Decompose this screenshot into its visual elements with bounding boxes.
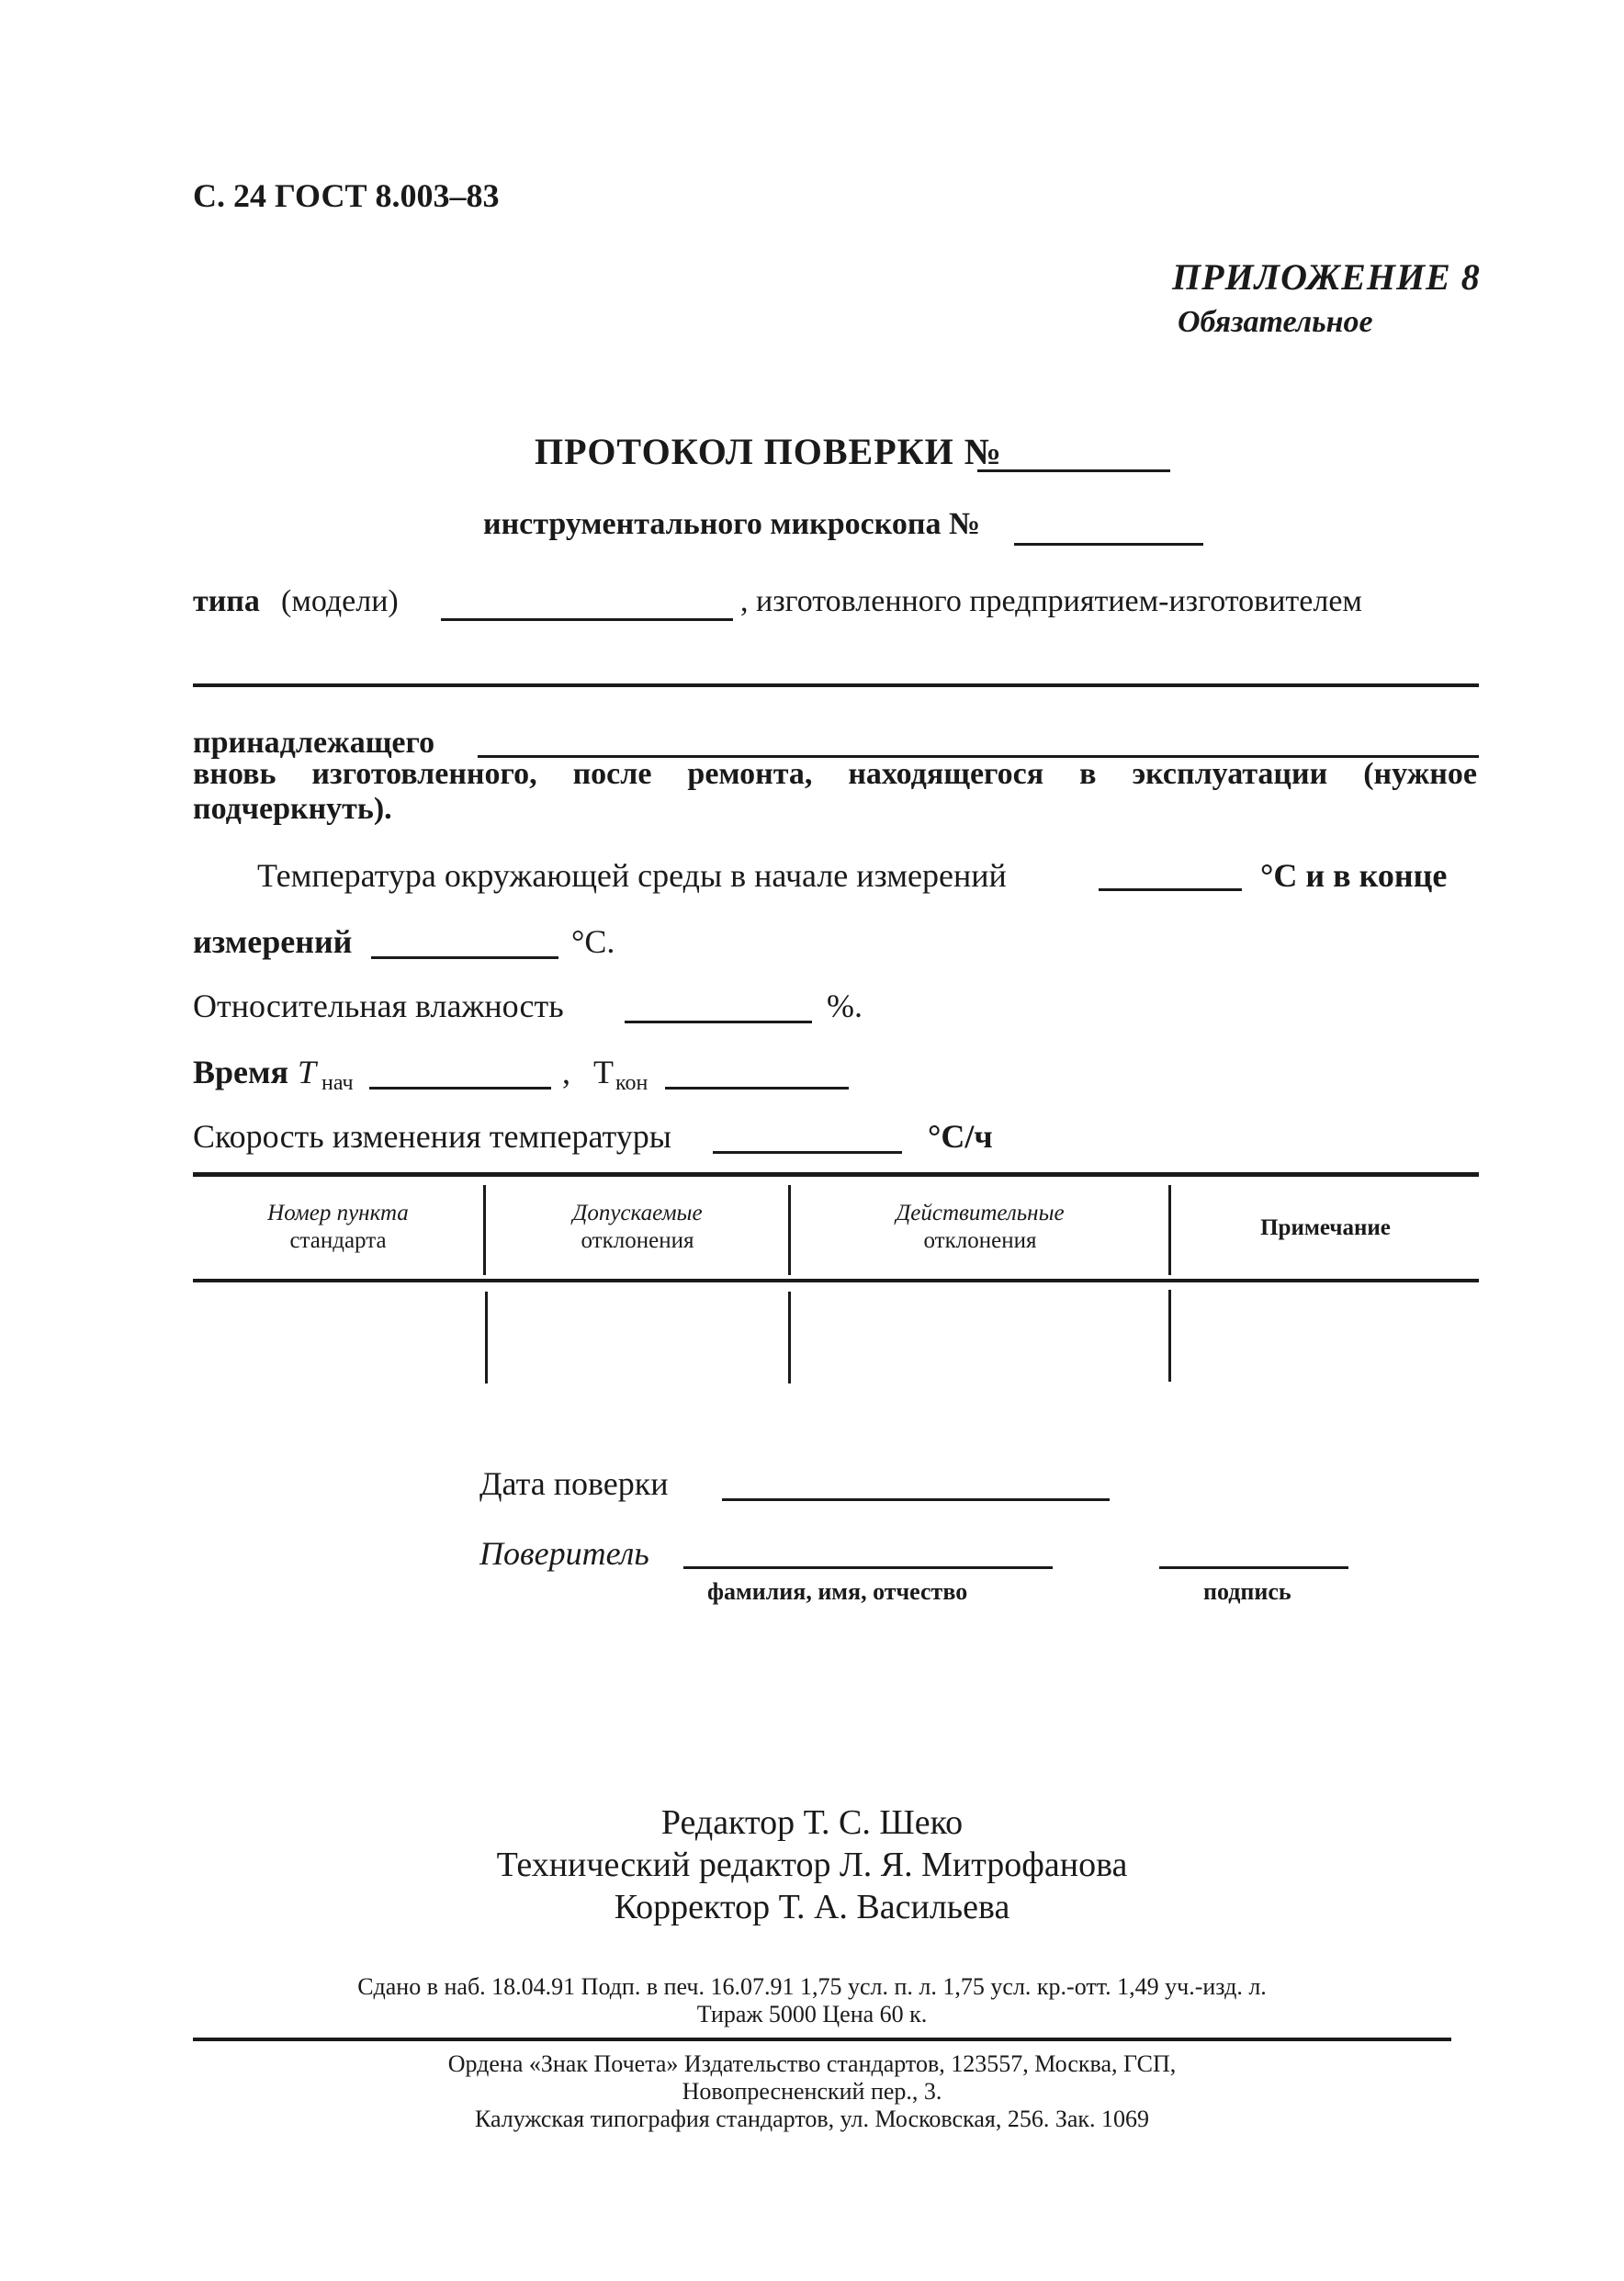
t-start-subscript: нач [321, 1071, 354, 1095]
publisher-line: Ордена «Знак Почета» Издательство стандартов, 123557, Москва, ГСП, [447, 2050, 1177, 2077]
t-separator: , [562, 1054, 570, 1090]
measurements-label: измерений [193, 923, 353, 960]
column-header-allowed [487, 1200, 788, 1255]
table-divider [788, 1185, 791, 1275]
column-header-line: Номер пункта [267, 1201, 409, 1225]
t-end-field[interactable] [665, 1086, 849, 1090]
signature-field[interactable] [1159, 1565, 1348, 1569]
column-header-clause [193, 1200, 483, 1255]
instrument-number-field[interactable] [1014, 542, 1203, 546]
protocol-number-field[interactable] [977, 469, 1170, 472]
table-divider [788, 1292, 791, 1383]
table-header-rule [193, 1279, 1479, 1282]
column-header-line: Примечание [1260, 1215, 1391, 1240]
publisher-address: Новопресненский пер., 3. [682, 2078, 942, 2105]
manufacturer-label: , изготовленного предприятием-изготовителем [740, 584, 1362, 618]
rate-unit: °C/ч [928, 1118, 993, 1155]
tech-editor-credit: Технический редактор Л. Я. Митрофанова [496, 1846, 1128, 1884]
column-header-line: стандарта [289, 1228, 387, 1253]
humidity-label: Относительная влажность [193, 988, 564, 1024]
protocol-title: ПРОТОКОЛ ПОВЕРКИ № [535, 431, 1002, 472]
printing-house: Калужская типография стандартов, ул. Московская, 256. Зак. 1069 [474, 2106, 1150, 2132]
imprint-rule [193, 2038, 1451, 2041]
date-label: Дата поверки [479, 1465, 669, 1502]
model-label: (модели) [281, 584, 399, 618]
column-header-actual [792, 1200, 1168, 1255]
appendix-status: Обязательное [1178, 305, 1373, 339]
column-header-line: отклонения [581, 1228, 694, 1253]
state-options: вновь изготовленного, после ремонта, находящегося в эксплуатации (нужное [193, 757, 1477, 791]
date-field[interactable] [722, 1497, 1110, 1501]
column-header-note [1172, 1214, 1479, 1242]
verifier-label: Поверитель [479, 1535, 649, 1572]
t-start-symbol: T [298, 1054, 317, 1090]
column-header-line: Действительные [896, 1201, 1065, 1225]
manufacturer-field[interactable] [193, 683, 1479, 687]
owner-label: принадлежащего [193, 726, 435, 760]
model-field[interactable] [441, 617, 733, 621]
table-divider [1168, 1290, 1171, 1382]
percent-unit: %. [827, 988, 863, 1024]
state-note: подчеркнуть). [193, 792, 392, 826]
deg-c-unit: °C. [571, 923, 615, 960]
table-divider [483, 1185, 486, 1275]
rate-label: Скорость изменения температуры [193, 1118, 671, 1155]
name-caption: фамилия, имя, отчество [707, 1578, 968, 1605]
print-run: Тираж 5000 Цена 60 к. [696, 2001, 928, 2027]
print-details: Сдано в наб. 18.04.91 Подп. в печ. 16.07.91 1,75 усл. п. л. 1,75 усл. кр.-отт. 1,49 уч.-изд. л. [357, 1973, 1267, 2000]
time-label: Время [193, 1054, 289, 1090]
table-divider [485, 1292, 488, 1383]
verifier-name-field[interactable] [683, 1565, 1053, 1569]
column-header-line: отклонения [923, 1228, 1037, 1253]
instrument-label: инструментального микроскопа № [483, 507, 981, 541]
appendix-title: ПРИЛОЖЕНИЕ 8 [1172, 256, 1481, 298]
t-end-symbol: T [593, 1054, 614, 1090]
t-start-field[interactable] [369, 1086, 551, 1090]
column-header-line: Допускаемые [572, 1201, 703, 1225]
temp-end-field[interactable] [371, 955, 558, 959]
table-divider [1168, 1185, 1171, 1275]
table-top-rule [193, 1172, 1479, 1177]
editor-credit: Редактор Т. С. Шеко [660, 1803, 964, 1842]
t-end-subscript: кон [615, 1071, 648, 1095]
temp-end-label: °C и в конце [1260, 857, 1448, 894]
temp-start-field[interactable] [1099, 887, 1242, 891]
page-reference: С. 24 ГОСТ 8.003–83 [193, 177, 500, 214]
temp-start-label: Температура окружающей среды в начале измерений [257, 857, 1007, 894]
proofreader-credit: Корректор Т. А. Васильева [614, 1888, 1010, 1926]
type-label: типа [193, 584, 260, 618]
signature-caption: подпись [1203, 1578, 1291, 1605]
humidity-field[interactable] [625, 1020, 812, 1023]
rate-field[interactable] [713, 1150, 902, 1154]
